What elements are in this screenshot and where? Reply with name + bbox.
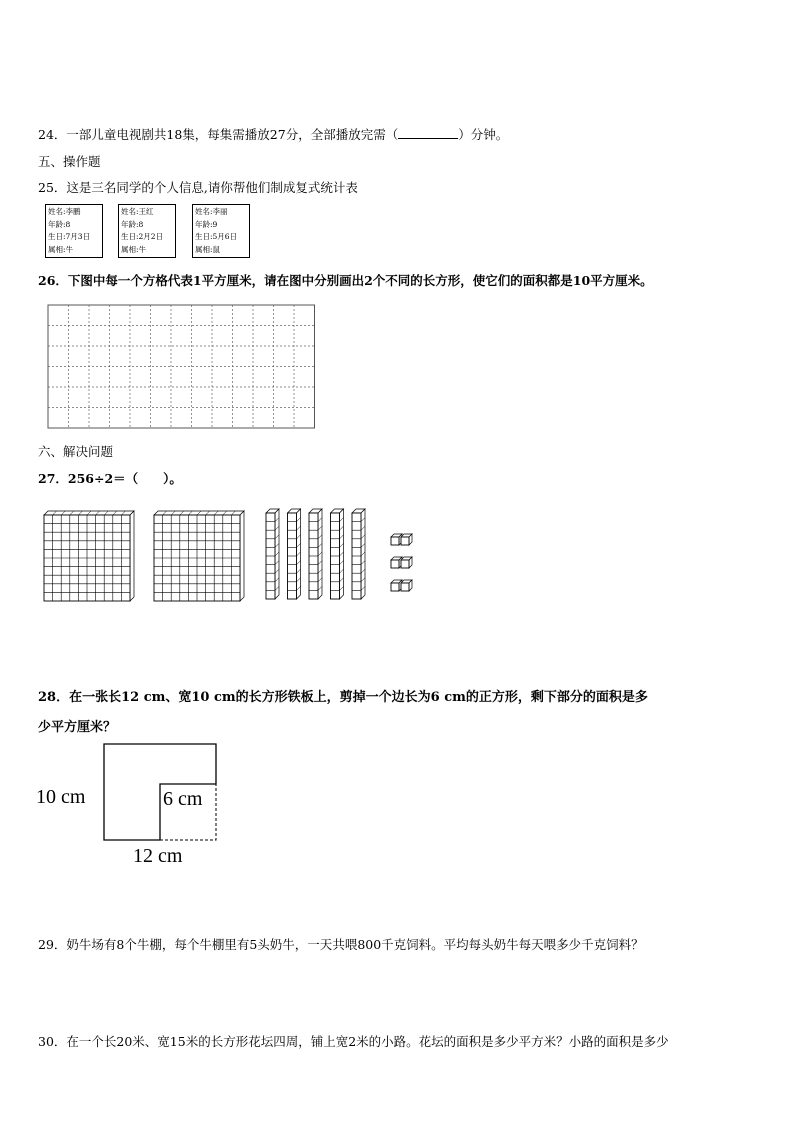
info-card-1: 姓名:李鹏 年龄:8 生日:7月3日 属相:牛 (45, 204, 103, 258)
ten-rod (309, 509, 322, 599)
question-24: 24．一部儿童电视剧共18集，每集需播放27分，全部播放完需（ ）分钟。 (38, 127, 509, 142)
one-cube (401, 534, 412, 545)
ten-rod (331, 509, 344, 599)
question-29: 29．奶牛场有8个牛棚，每个牛棚里有5头奶牛，一天共喂800千克饲料。平均每头奶牛每天喂多少千克饲料？ (38, 937, 644, 952)
hundred-flat (154, 511, 244, 601)
base-ten-blocks (40, 505, 440, 605)
hundred-flat (44, 511, 134, 601)
info-card-3: 姓名:李丽 年龄:9 生日:5月6日 属相:鼠 (192, 204, 250, 258)
ten-rod (288, 509, 301, 599)
question-28-line-1: 28．在一张长12 cm、宽10 cm的长方形铁板上，剪掉一个边长为6 cm的正方形，剩下部分的面积是多 (38, 690, 648, 705)
section-5-heading: 五、操作题 (38, 154, 101, 169)
label-height: 10 cm (36, 786, 86, 808)
ten-rod (352, 509, 365, 599)
question-26: 26．下图中每一个方格代表1平方厘米，请在图中分别画出2个不同的长方形，使它们的面积都是10平方厘米。 (38, 273, 653, 288)
one-cube (391, 534, 402, 545)
question-30: 30．在一个长20米、宽15米的长方形花坛四周，铺上宽2米的小路。花坛的面积是多少平方米？小路的面积是多少 (38, 1034, 669, 1049)
one-cube (391, 580, 402, 591)
info-card-2: 姓名:王红 年龄:8 生日:2月2日 属相:牛 (118, 204, 176, 258)
question-28-line-2: 少平方厘米？ (38, 720, 117, 735)
one-cube (391, 557, 402, 568)
question-27: 27．256÷2＝（ ）。 (38, 471, 182, 486)
square-grid[interactable] (46, 303, 316, 429)
one-cube (401, 580, 412, 591)
section-6-heading: 六、解决问题 (38, 444, 114, 459)
answer-blank (398, 128, 458, 139)
ten-rod (266, 509, 279, 599)
label-width: 12 cm (133, 845, 183, 867)
label-square-side: 6 cm (163, 788, 203, 810)
question-25: 25．这是三名同学的个人信息,请你帮他们制成复式统计表 (38, 180, 358, 195)
one-cube (401, 557, 412, 568)
